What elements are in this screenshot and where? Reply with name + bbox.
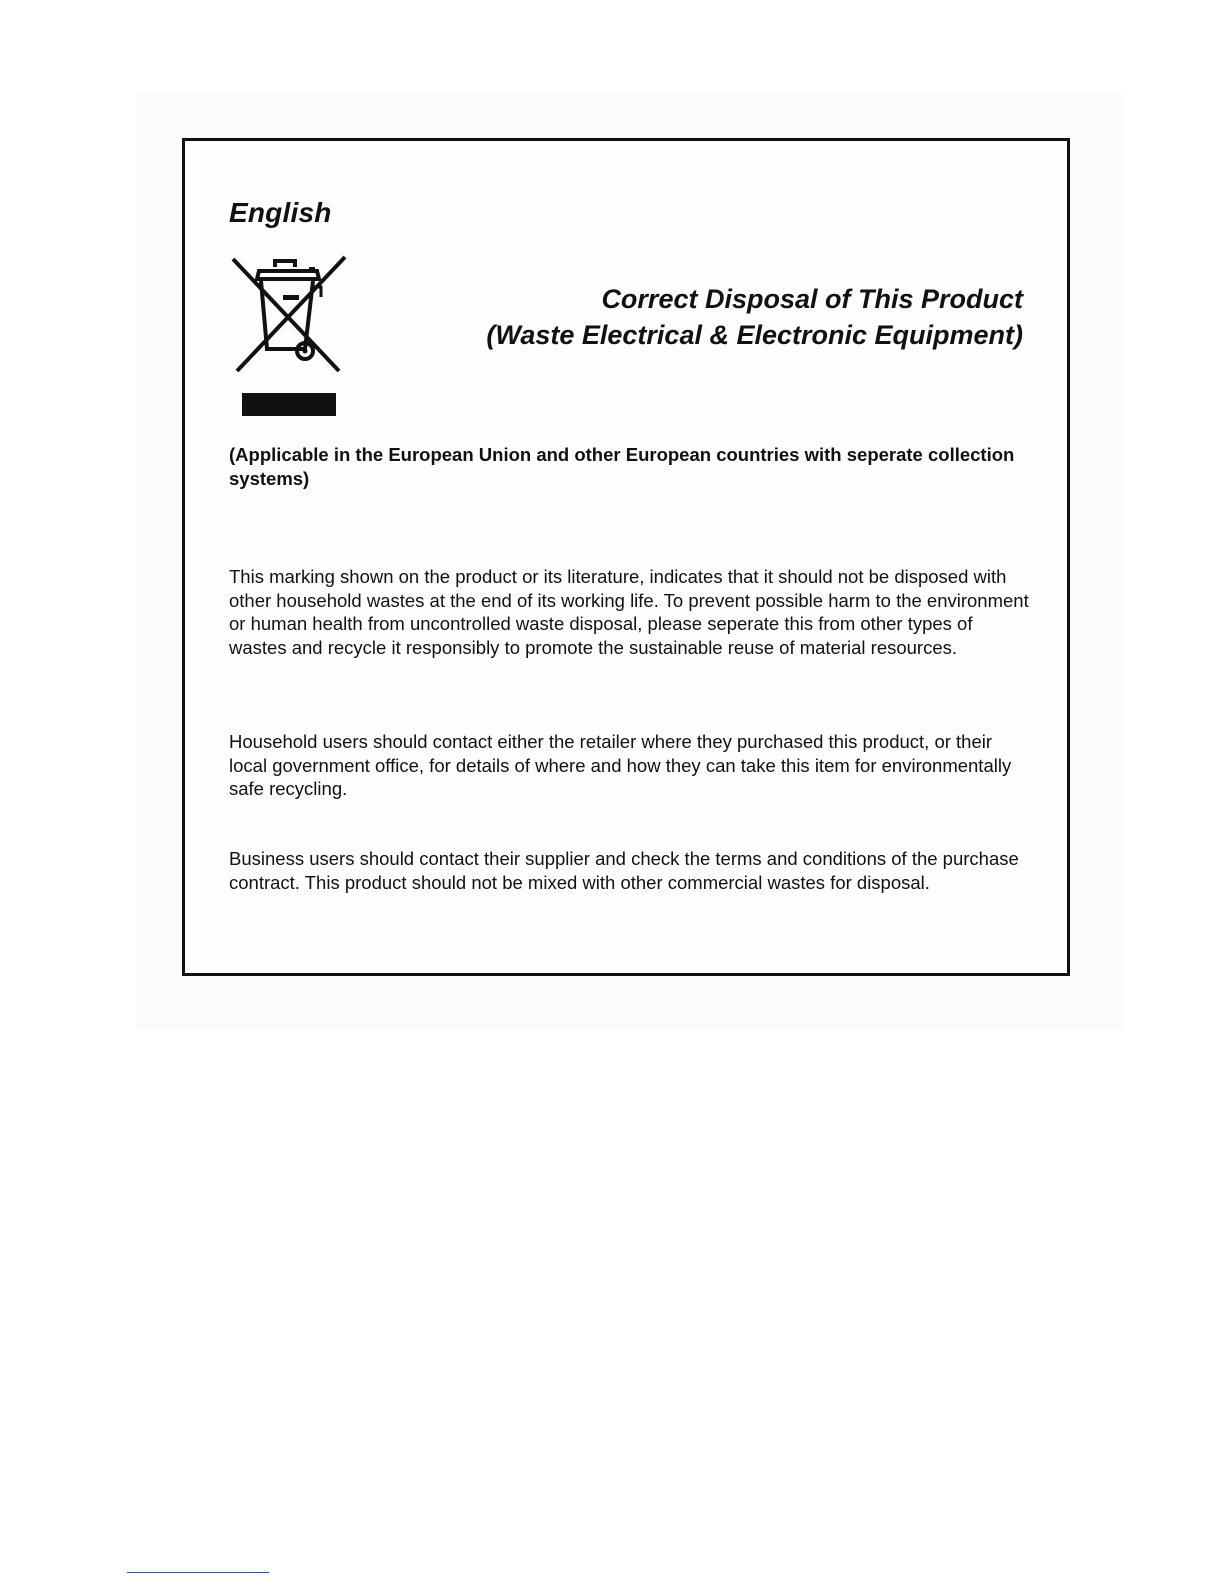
disposal-title-line-1: Correct Disposal of This Product — [601, 284, 1023, 314]
language-heading: English — [229, 197, 332, 228]
crossed-out-wheelie-bin-icon — [229, 253, 349, 421]
weee-notice-box — [182, 138, 1070, 976]
disposal-title — [486, 281, 1023, 353]
footer-rule — [127, 1572, 269, 1573]
household-users-paragraph: Household users should contact either the retailer where they purchased this product, or their local government office, for details of where and how they can take this item for environmentally safe recycling. — [229, 731, 1012, 799]
disposal-title-line-2: (Waste Electrical & Electronic Equipment) — [486, 320, 1023, 350]
marking-paragraph: This marking shown on the product or its literature, indicates that it should not be disposed with other household wastes at the end of its working life. To prevent possible harm to the environment or human health from uncontrolled waste disposal, please seperate this from other types of wastes and recycle it responsibly to promote the sustainable reuse of material resources. — [229, 566, 1029, 658]
business-users-paragraph: Business users should contact their supplier and check the terms and conditions of the purchase contract. This product should not be mixed with other commercial wastes for disposal. — [229, 848, 1019, 893]
applicability-note: (Applicable in the European Union and other European countries with seperate collection systems) — [229, 444, 1015, 489]
